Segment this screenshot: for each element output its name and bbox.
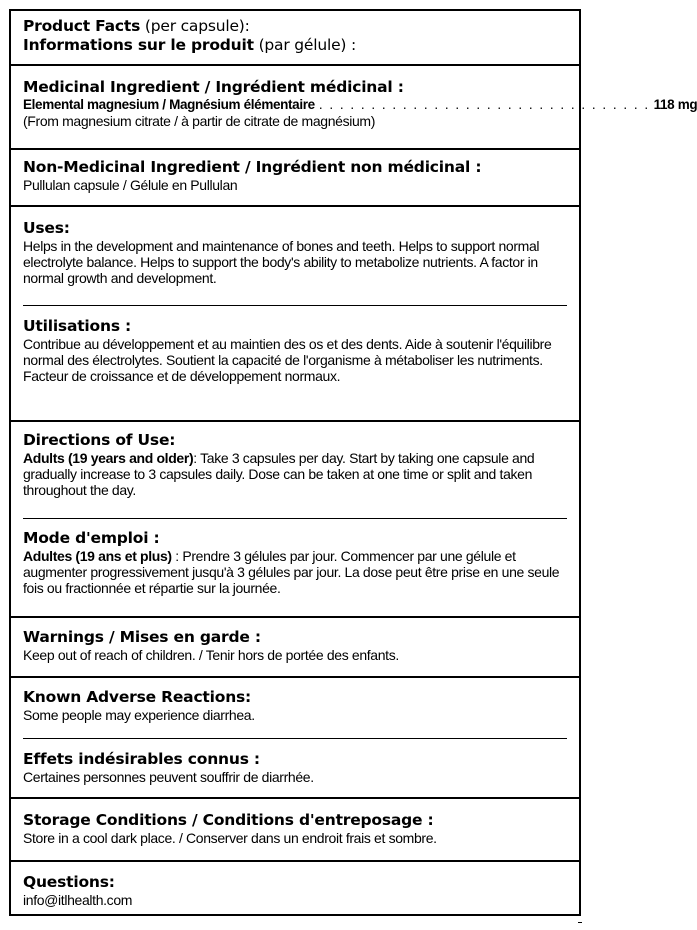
effets-heading: Effets indésirables connus :: [23, 750, 260, 768]
divider: [23, 738, 567, 739]
title-en-suffix: (per capsule):: [140, 17, 250, 35]
non-medicinal-heading: Non-Medicinal Ingredient / Ingrédient non médicinal :: [23, 158, 482, 176]
utilisations-heading: Utilisations :: [23, 317, 132, 335]
mode-emploi-section: [11, 529, 579, 596]
directions-lead: Adults (19 years and older): [23, 450, 194, 466]
divider: [23, 305, 567, 306]
non-medicinal-text: Pullulan capsule / Gélule en Pullulan: [23, 177, 238, 193]
warnings-heading: Warnings / Mises en garde :: [23, 628, 261, 646]
warnings-text: Keep out of reach of children. / Tenir hors de portée des enfants.: [23, 647, 399, 663]
product-facts-header: [11, 17, 579, 55]
adverse-section: [11, 688, 579, 723]
divider: [23, 518, 567, 519]
divider: [11, 205, 579, 207]
ingredient-source: (From magnesium citrate / à partir de citrate de magnésium): [23, 113, 376, 129]
title-fr-bold: Informations sur le produit: [23, 36, 254, 54]
questions-section: [11, 873, 579, 908]
divider: [11, 860, 579, 862]
utilisations-text: Contribue au développement et au maintien des os et des dents. Aide à soutenir l'équilibre normal des électrolytes. Soutient la capacité de l'organisme à métaboliser les nutriments. Facteur de croissance et de développement normaux.: [23, 336, 552, 384]
directions-body: : Take 3 capsules per day. Start by taking one capsule and gradually increase to 3 capsules daily. Dose can be taken at one time or split and taken throughout the day.: [23, 450, 535, 498]
non-medicinal-section: [11, 158, 579, 193]
mode-emploi-text: [23, 548, 567, 596]
uses-text: Helps in the development and maintenance of bones and teeth. Helps to support normal electrolyte balance. Helps to support the body's ability to metabolize nutrients. A factor in normal growth and development.: [23, 238, 540, 286]
effets-section: [11, 750, 579, 785]
divider: [11, 64, 579, 66]
product-facts-title-en: [23, 17, 567, 36]
divider: [11, 676, 579, 678]
storage-section: [11, 811, 579, 846]
divider: [11, 616, 579, 618]
ingredient-amount: 118 mg: [653, 97, 697, 112]
ingredient-leader-dots: . . . . . . . . . . . . . . . . . . . . . . . . . . . . . . . .: [318, 97, 650, 112]
medicinal-section: [11, 78, 697, 129]
divider: [11, 148, 579, 150]
adverse-text: Some people may experience diarrhea.: [23, 707, 255, 723]
adverse-heading: Known Adverse Reactions:: [23, 688, 252, 706]
ingredient-name: Elemental magnesium / Magnésium élémentaire: [23, 97, 315, 112]
utilisations-section: [11, 317, 579, 384]
effets-text: Certaines personnes peuvent souffrir de diarrhée.: [23, 769, 314, 785]
mode-emploi-body: : Prendre 3 gélules par jour. Commencer par une gélule et augmenter progressivement jusqu'à 3 gélules par jour. La dose peut être prise en une seule fois ou fractionnée et répartie sur la journée.: [23, 548, 560, 596]
product-facts-title-fr: [23, 36, 567, 55]
product-facts-panel: [9, 9, 697, 916]
questions-heading: Questions:: [23, 873, 115, 891]
directions-text: [23, 450, 567, 498]
ingredient-row: [23, 97, 697, 113]
mode-emploi-lead: Adultes (19 ans et plus): [23, 548, 172, 564]
title-en-bold: Product Facts: [23, 17, 141, 35]
storage-heading: Storage Conditions / Conditions d'entreposage :: [23, 811, 434, 829]
uses-section: [11, 219, 579, 286]
uses-heading: Uses:: [23, 219, 70, 237]
directions-section: [11, 431, 579, 498]
contact-email: info@itlhealth.com: [23, 892, 133, 908]
divider: [11, 420, 579, 422]
storage-text: Store in a cool dark place. / Conserver dans un endroit frais et sombre.: [23, 830, 437, 846]
warnings-section: [11, 628, 579, 663]
divider: [11, 797, 579, 799]
mode-emploi-heading: Mode d'emploi :: [23, 529, 160, 547]
title-fr-suffix: (par gélule) :: [253, 36, 356, 54]
medicinal-heading: Medicinal Ingredient / Ingrédient médicinal :: [23, 78, 404, 96]
directions-heading: Directions of Use:: [23, 431, 176, 449]
trim-mark: [578, 922, 582, 923]
